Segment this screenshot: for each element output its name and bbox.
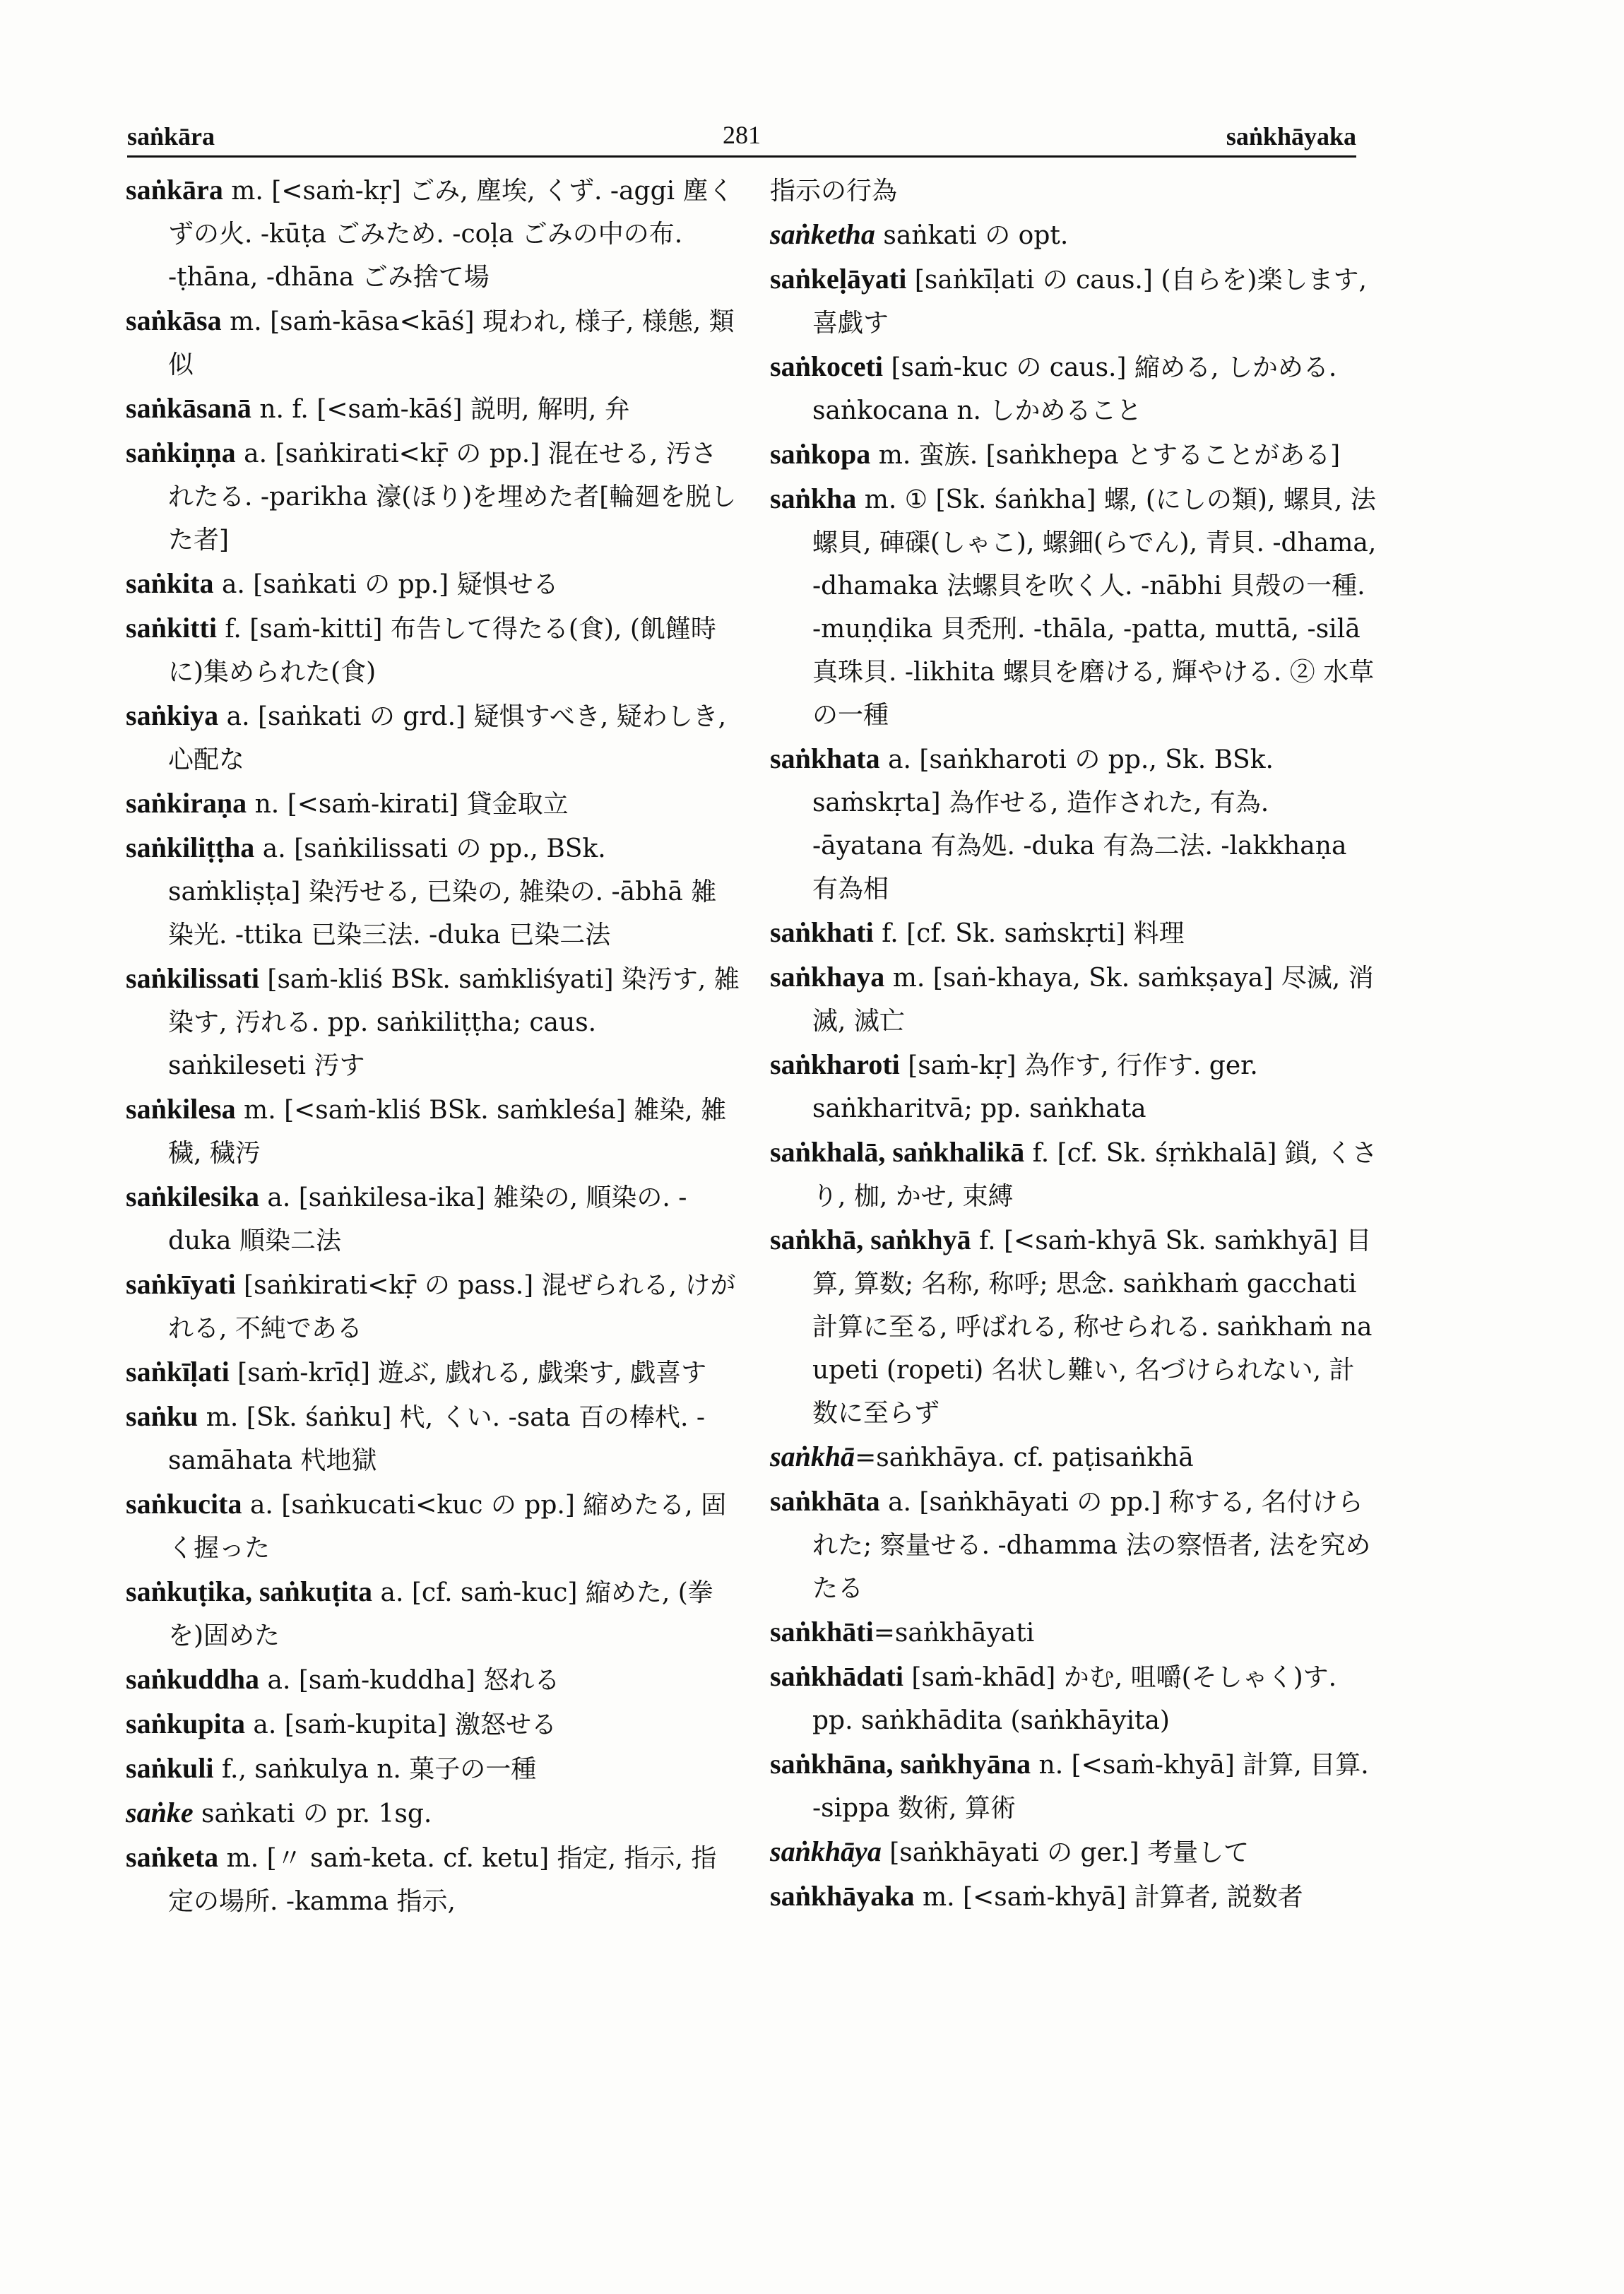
dictionary-entry — [126, 431, 740, 562]
entry-definition: [saṁ-khād] かむ, 咀嚼(そしゃく)す. pp. saṅkhādita (saṅkhāyita) — [812, 1663, 1337, 1735]
entry-definition: a. [saṅkati の pp.] 疑惧せる — [213, 570, 559, 599]
entry-headword: saṅkīḷati — [126, 1356, 230, 1388]
entry-headword: saṅkitti — [126, 612, 217, 644]
dictionary-entry — [770, 1830, 1377, 1874]
entry-headword: saṅkiṇṇa — [126, 437, 236, 468]
dictionary-entry — [126, 299, 740, 386]
entry-definition: m. [saṁ-kāsa<kāś] 現われ, 様子, 様態, 類似 — [168, 307, 735, 379]
dictionary-entry — [770, 477, 1377, 737]
entry-headword: saṅkāsa — [126, 305, 222, 336]
entry-definition: [saṅkirati<kṝ の pass.] 混ぜられる, けがれる, 不純である — [168, 1271, 736, 1343]
entry-definition: a. [saṁ-kupita] 激怒せる — [244, 1710, 557, 1739]
entry-definition: a. [saṁ-kuddha] 怒れる — [259, 1666, 560, 1695]
dictionary-entry — [770, 1218, 1377, 1435]
entry-headword: saṅkhāti — [770, 1616, 874, 1648]
dictionary-entry — [770, 168, 1377, 213]
dictionary-entry — [126, 1791, 740, 1835]
entry-definition: m. [<saṁ-khyā] 計算者, 説数者 — [914, 1883, 1303, 1912]
dictionary-entry — [126, 1395, 740, 1482]
entry-definition: a. [saṅkhāyati の pp.] 称する, 名付けられた; 察量せる. -dhamma 法の察悟者, 法を究めたる — [812, 1488, 1371, 1603]
entry-definition: =saṅkhāya. cf. paṭisaṅkhā — [855, 1443, 1194, 1472]
entry-definition: [saṁ-kṛ] 為作す, 行作す. ger. saṅkharitvā; pp. saṅkhata — [812, 1051, 1258, 1123]
entry-definition: saṅkati の pr. 1sg. — [193, 1799, 432, 1828]
entry-headword: saṅkiraṇa — [126, 787, 247, 819]
entry-definition: m. [<saṁ-kliś BSk. saṁkleśa] 雑染, 雑穢, 穢汚 — [168, 1096, 727, 1168]
dictionary-entry — [126, 1570, 740, 1657]
entry-headword: saṅkhati — [770, 916, 874, 948]
entry-definition: [saṁ-kuc の caus.] 縮める, しかめる. saṅkocana n. しかめること — [812, 353, 1337, 425]
entry-headword: saṅkilissati — [126, 962, 259, 994]
running-header — [127, 106, 1356, 158]
dictionary-entry — [770, 1130, 1377, 1218]
entry-headword: saṅkilesa — [126, 1093, 236, 1125]
dictionary-entry — [126, 386, 740, 431]
entry-headword: saṅkhāya — [770, 1835, 882, 1867]
entry-headword: saṅkhāna, saṅkhyāna — [770, 1748, 1031, 1780]
entry-headword: saṅketa — [126, 1841, 219, 1873]
dictionary-entry — [126, 1835, 740, 1923]
dictionary-entry — [126, 694, 740, 781]
entry-definition: =saṅkhāyati — [873, 1619, 1035, 1648]
entry-definition: a. [saṅkilissati の pp., BSk. saṁkliṣṭa] 染汚せる, 已染の, 雑染の. -ābhā 雑染光. -ttika 已染三法. -duka 已染二法 — [168, 834, 717, 950]
dictionary-entry — [770, 345, 1377, 432]
dictionary-entry — [126, 1702, 740, 1746]
dictionary-entry — [770, 1874, 1377, 1919]
dictionary-entry — [126, 1482, 740, 1570]
dictionary-entry — [770, 257, 1377, 345]
entry-definition: a. [saṅkati の grd.] 疑惧すべき, 疑わしき, 心配な — [168, 702, 727, 774]
dictionary-entry — [770, 1043, 1377, 1130]
entry-definition: f. [cf. Sk. saṁskṛti] 料理 — [873, 919, 1185, 948]
dictionary-entry — [126, 1657, 740, 1702]
dictionary-entry — [770, 432, 1377, 477]
entry-headword: saṅkeḷāyati — [770, 263, 907, 295]
entry-headword: saṅkhata — [770, 743, 880, 774]
dictionary-entry — [126, 606, 740, 694]
dictionary-entry — [126, 1175, 740, 1263]
entry-headword: saṅkāsanā — [126, 392, 251, 424]
dictionary-entry — [770, 1435, 1377, 1479]
entry-headword: saṅkupita — [126, 1708, 245, 1739]
dictionary-entry — [126, 1087, 740, 1175]
dictionary-entry — [126, 1263, 740, 1350]
entry-headword: saṅkuddha — [126, 1663, 260, 1695]
entry-definition: 指示の行為 — [770, 177, 898, 206]
entry-headword: saṅkāra — [126, 174, 223, 206]
entry-definition: [saṁ-krīḍ] 遊ぶ, 戯れる, 戯楽す, 戯喜す — [229, 1359, 707, 1388]
entry-definition: f. [saṁ-kitti] 布告して得たる(食), (飢饉時に)集められた(食) — [168, 615, 716, 687]
page-number: 281 — [723, 121, 761, 149]
dictionary-entry — [770, 911, 1377, 955]
dictionary-entry — [770, 1479, 1377, 1610]
entry-headword: saṅkucita — [126, 1488, 242, 1520]
entry-headword: saṅkilesika — [126, 1181, 259, 1212]
entry-definition: m. [saṅ-khaya, Sk. saṁkṣaya] 尽滅, 消滅, 滅亡 — [812, 964, 1374, 1036]
entry-headword: saṅkharoti — [770, 1048, 900, 1080]
entry-headword: saṅkha — [770, 483, 857, 514]
entry-definition: m. [<saṁ-kṛ] ごみ, 塵埃, くず. -aggi 塵くずの火. -kūṭa ごみため. -coḷa ごみの中の布. -ṭhāna, -dhāna ごみ捨て場 — [168, 177, 734, 292]
entry-headword: saṅke — [126, 1797, 194, 1828]
entry-definition: f., saṅkulya n. 菓子の一種 — [213, 1755, 537, 1784]
entry-definition: m. [〃 saṁ-keta. cf. ketu] 指定, 指示, 指定の場所. -kamma 指示, — [168, 1844, 717, 1916]
dictionary-entry — [126, 562, 740, 606]
entry-headword: saṅketha — [770, 218, 875, 250]
entry-definition: n. [<saṁ-khyā] 計算, 目算. -sippa 数術, 算術 — [812, 1751, 1369, 1823]
entry-headword: saṅkhāta — [770, 1485, 880, 1517]
entry-headword: saṅkhaya — [770, 961, 885, 993]
dictionary-entry — [126, 168, 740, 299]
dictionary-entry — [126, 826, 740, 957]
entry-definition: [saṅkhāyati の ger.] 考量して — [881, 1838, 1250, 1867]
entry-definition: a. [cf. saṁ-kuc] 縮めた, (拳を)固めた — [168, 1578, 713, 1650]
entry-headword: saṅkiya — [126, 699, 219, 731]
dictionary-entry — [126, 781, 740, 826]
entry-definition: f. [cf. Sk. śṛṅkhalā] 鎖, くさり, 枷, かせ, 束縛 — [812, 1139, 1377, 1211]
left-column — [126, 168, 740, 1923]
dictionary-entry — [126, 957, 740, 1087]
entry-headword: saṅkiliṭṭha — [126, 832, 255, 863]
entry-headword: saṅkhāyaka — [770, 1880, 915, 1912]
entry-headword: saṅkuli — [126, 1752, 214, 1784]
right-column — [770, 168, 1377, 1919]
entry-headword: saṅkuṭika, saṅkuṭita — [126, 1575, 373, 1607]
entry-definition: [saṅkīḷati の caus.] (自らを)楽します, 喜戯す — [812, 266, 1367, 338]
header-left-guide-word: saṅkāra — [127, 122, 215, 150]
entry-headword: saṅkhalā, saṅkhalikā — [770, 1136, 1025, 1168]
dictionary-entry — [770, 213, 1377, 257]
dictionary-entry — [770, 737, 1377, 911]
entry-definition: f. [<saṁ-khyā Sk. saṁkhyā] 目算, 算数; 名称, 称呼; 思念. saṅkhaṁ gacchati 計算に至る, 呼ばれる, 称せられる. saṅkhaṁ na upeti (ropeti) 名状し難い, 名づけられない, 計数に至らず — [812, 1226, 1373, 1428]
entry-definition: a. [saṅkharoti の pp., Sk. BSk. saṁskṛta] 為作せる, 造作された, 有為. -āyatana 有為処. -duka 有為二法. -lakkhaṇa 有為相 — [812, 745, 1347, 904]
dictionary-entry — [126, 1350, 740, 1395]
dictionary-entry — [126, 1746, 740, 1791]
entry-definition: a. [saṅkucati<kuc の pp.] 縮めたる, 固く握った — [168, 1491, 727, 1563]
dictionary-entry — [770, 955, 1377, 1043]
dictionary-entry — [770, 1610, 1377, 1655]
entry-definition: [saṁ-kliś BSk. saṁkliśyati] 染汚す, 雑染す, 汚れる. pp. saṅkiliṭṭha; caus. saṅkileseti 汚す — [168, 965, 740, 1080]
dictionary-entry — [770, 1742, 1377, 1830]
entry-headword: saṅkhā, saṅkhyā — [770, 1224, 971, 1255]
entry-headword: saṅkita — [126, 567, 214, 599]
dictionary-entry — [770, 1655, 1377, 1742]
entry-headword: saṅkīyati — [126, 1268, 236, 1300]
entry-definition: a. [saṅkirati<kṝ の pp.] 混在せる, 汚されたる. -parikha 濠(ほり)を埋めた者[輪廻を脱した者] — [168, 439, 737, 555]
entry-definition: m. ① [Sk. śaṅkha] 螺, (にしの類), 螺貝, 法螺貝, 硨磲(しゃこ), 螺鈿(らでん), 青貝. -dhama, -dhamaka 法螺貝を吹く人. -nābhi 貝殻の一種. -muṇḍika 貝禿刑. -thāla, -patta, muttā, -silā 真珠貝. -likhita 螺貝を磨ける, 輝やける. ② 水草の一種 — [812, 485, 1377, 730]
entry-definition: m. [Sk. śaṅku] 杙, くい. -sata 百の棒杙. -samāhata 杙地獄 — [168, 1403, 706, 1475]
entry-headword: saṅkhā — [770, 1441, 855, 1472]
entry-headword: saṅkopa — [770, 438, 871, 470]
entry-definition: n. f. [<saṁ-kāś] 説明, 解明, 弁 — [251, 395, 630, 424]
entry-definition: n. [<saṁ-kirati] 貸金取立 — [247, 790, 569, 819]
entry-headword: saṅkoceti — [770, 350, 883, 382]
entry-headword: saṅkhādati — [770, 1660, 903, 1692]
entry-definition: a. [saṅkilesa-ika] 雑染の, 順染の. -duka 順染二法 — [168, 1183, 687, 1255]
entry-definition: saṅkati の opt. — [875, 221, 1069, 250]
header-right-guide-word: saṅkhāyaka — [1226, 122, 1356, 150]
entry-headword: saṅku — [126, 1400, 198, 1432]
entry-definition: m. 蛮族. [saṅkhepa とすることがある] — [870, 441, 1341, 470]
